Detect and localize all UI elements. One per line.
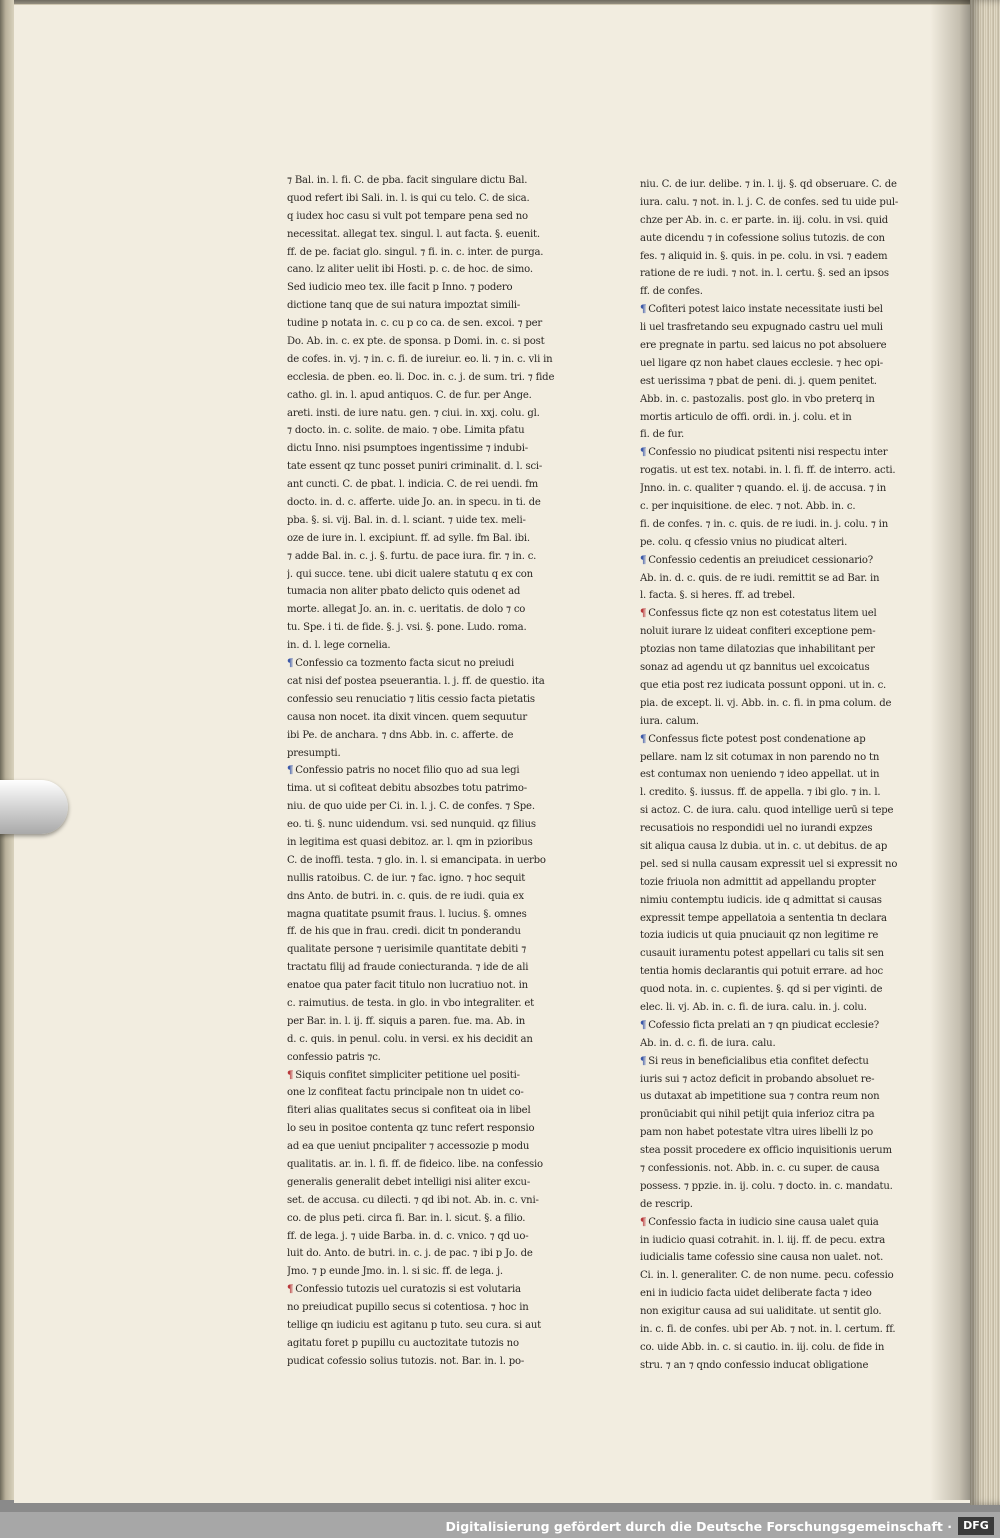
text-line: ant cuncti. C. de pbat. l. indicia. C. de rei uendi. fm xyxy=(287,479,539,491)
text-line: tate essent qz tunc posset puniri criminalit. d. l. sci- xyxy=(287,461,543,473)
text-line xyxy=(287,655,569,673)
text-line: l. credito. §. iussus. ff. de appella. ⁊ ibi glo. ⁊ in. l. xyxy=(640,787,881,799)
book-left-edge xyxy=(0,0,14,1500)
text-line: areti. insti. de iure natu. gen. ⁊ ciui. in. xxj. colu. gl. xyxy=(287,407,540,419)
text-line: magna quatitate psumit fraus. l. lucius. §. omnes xyxy=(287,908,527,920)
text-line: rogatis. ut est tex. notabi. in. l. fi. ff. de interro. acti. xyxy=(640,465,896,477)
text-line: recusatiois no respondidi uel no iurandi expzes xyxy=(640,823,873,835)
text-line: aute dicendu ⁊ in cofessione solius tutozis. de con xyxy=(640,232,885,244)
paragraph-mark-icon: ¶ xyxy=(640,447,647,459)
paragraph-mark-icon: ¶ xyxy=(287,658,294,670)
text-line: nimiu contemptu iudicis. ide q admittat si causas xyxy=(640,894,882,906)
page-clip xyxy=(0,780,68,834)
gutter-shadow xyxy=(930,0,972,1500)
text-line: agitatu foret p pupillu cu auctozitate tutozis no xyxy=(287,1337,519,1349)
text-column-right xyxy=(640,176,920,1375)
text-line-content: Si reus in beneficialibus etia confitet defectu xyxy=(648,1055,869,1067)
text-line: quod nota. in. c. cupientes. §. qd si per viginti. de xyxy=(640,984,883,996)
text-line: iuris sui ⁊ actoz deficit in probando absoluet re- xyxy=(640,1073,875,1085)
text-line: Do. Ab. in. c. ex pte. de sponsa. p Domi. in. c. si post xyxy=(287,336,545,348)
text-line: Ab. in. d. c. quis. de re iudi. remittit se ad Bar. in xyxy=(640,572,880,584)
text-line-content: Cofiteri potest laico instate necessitate iusti bel xyxy=(648,304,883,316)
text-line: iura. calu. ⁊ not. in. l. j. C. de confes. sed tu uide pul- xyxy=(640,196,899,208)
text-line: Abb. in. c. pastozalis. post glo. in vbo preterq in xyxy=(640,393,875,405)
text-line: possess. ⁊ ppzie. in. ij. colu. ⁊ docto. in. c. mandatu. xyxy=(640,1180,893,1192)
text-line: tima. ut si cofiteat debitu absozbes totu patrimo- xyxy=(287,783,527,795)
text-line: set. de accusa. cu dilecti. ⁊ qd ibi not. Ab. in. c. vni- xyxy=(287,1194,539,1206)
text-line: tozia iudicis ut quia pnuciauit qz non legitime re xyxy=(640,930,879,942)
text-line: in. d. l. lege cornelia. xyxy=(287,640,391,652)
text-line: us dutaxat ab impetitione sua ⁊ contra reum non xyxy=(640,1091,880,1103)
text-line: one lz confiteat factu principale non tn uidet co- xyxy=(287,1087,524,1099)
text-line: fiteri alias qualitates secus si confiteat oia in libel xyxy=(287,1105,531,1117)
text-line: c. raimutius. de testa. in glo. in vbo integraliter. et xyxy=(287,997,534,1009)
text-line: in iudicio quasi cotrahit. in. l. iij. ff. de pecu. extra xyxy=(640,1234,886,1246)
text-line: ff. de confes. xyxy=(640,286,703,298)
text-line: est uerissima ⁊ pbat de peni. di. j. quem penitet. xyxy=(640,375,877,387)
text-line: expressit tempe appellatoia a sententia tn declara xyxy=(640,912,887,924)
text-line xyxy=(287,1281,569,1299)
text-line: ratione de re iudi. ⁊ not. in. l. certu. §. sed an ipsos xyxy=(640,268,889,280)
text-line: cano. lz aliter uelit ibi Hosti. p. c. de hoc. de simo. xyxy=(287,264,533,276)
text-line: mortis articulo de offi. ordi. in. j. colu. et in xyxy=(640,411,852,423)
text-line: pronūciabit qui nihil petijt quia inferioz citra pa xyxy=(640,1109,875,1121)
text-line: fi. de fur. xyxy=(640,429,684,441)
text-line: generalis generalit debet intelligi nisi aliter excu- xyxy=(287,1176,531,1188)
text-line: sit aliqua causa lz dubia. ut in. c. ut debitus. de ap xyxy=(640,840,888,852)
text-line xyxy=(287,762,569,780)
text-line: in. c. fi. de confes. ubi per Ab. ⁊ not. in. l. certum. ff. xyxy=(640,1324,896,1335)
text-line: pam non habet potestate vltra uires libelli lz po xyxy=(640,1127,874,1139)
text-line: ecclesia. de pben. eo. li. Doc. in. c. j. de sum. tri. ⁊ fide xyxy=(287,371,555,383)
text-line: non exigitur causa ad sui ualiditate. ut sentit glo. xyxy=(640,1306,882,1318)
text-line: enatoe qua pater facit titulo non lucratiuo not. in xyxy=(287,980,528,992)
paragraph-mark-icon: ¶ xyxy=(640,554,647,566)
text-line-content: Confessus ficte potest post condenatione ap xyxy=(648,733,866,745)
text-line: lo seu in positoe contenta qz tunc refert responsio xyxy=(287,1123,535,1135)
text-line-content: Siquis confitet simpliciter petitione uel positi- xyxy=(295,1069,520,1081)
text-line: ⁊ docto. in. c. solite. de maio. ⁊ obe. Limita pfatu xyxy=(287,425,525,437)
text-line xyxy=(640,444,920,462)
text-line: tentia homis declarantis qui potuit errare. ad hoc xyxy=(640,966,883,978)
text-line: pel. sed si nulla causam expressit uel si expressit no xyxy=(640,858,898,870)
text-line xyxy=(640,301,920,319)
book-right-edge xyxy=(970,0,1000,1505)
text-line: eo. ti. §. nunc uidendum. vsi. sed nunquid. qz filius xyxy=(287,819,536,831)
text-line xyxy=(640,731,920,749)
text-line: uel ligare qz non habet claues ecclesie. ⁊ hec opi- xyxy=(640,357,883,369)
text-line: j. qui succe. tene. ubi dicit ualere statutu q ex con xyxy=(287,568,533,580)
text-line: de cofes. in. vj. ⁊ in. c. fi. de iureiur. eo. li. ⁊ in. c. vli in xyxy=(287,353,553,365)
text-line: pudicat cofessio solius tutozis. not. Bar. in. l. po- xyxy=(287,1355,525,1367)
paragraph-mark-icon: ¶ xyxy=(287,765,294,777)
text-line: c. per inquisitione. de elec. ⁊ not. Abb. in. c. xyxy=(640,501,856,513)
text-line: C. de inoffi. testa. ⁊ glo. in. l. si emancipata. in uerbo xyxy=(287,854,546,866)
text-line: est contumax non ueniendo ⁊ ideo appellat. ut in xyxy=(640,769,880,781)
text-line: ⁊ adde Bal. in. c. j. §. furtu. de pace iura. fir. ⁊ in. c. xyxy=(287,550,537,562)
text-line: li uel trasfretando seu expugnado castru uel muli xyxy=(640,322,883,334)
text-line: tudine p notata in. c. cu p co ca. de sen. excoi. ⁊ per xyxy=(287,318,543,330)
text-line: tractatu filij ad fraude coniecturanda. ⁊ ide de ali xyxy=(287,962,529,974)
text-line: per Bar. in. l. ij. ff. siquis a paren. fue. ma. Ab. in xyxy=(287,1015,526,1027)
text-line: docto. in. d. c. afferte. uide Jo. an. in specu. in ti. de xyxy=(287,497,541,509)
text-line: ff. de his que in frau. credi. dicit tn ponderandu xyxy=(287,926,521,938)
text-line: pia. de except. li. vj. Abb. in. c. fi. in pma colum. de xyxy=(640,697,892,709)
text-line: niu. C. de iur. delibe. ⁊ in. l. ij. §. qd obseruare. C. de xyxy=(640,179,897,190)
text-line: morte. allegat Jo. an. in. c. ueritatis. de dolo ⁊ co xyxy=(287,604,526,616)
text-line-content: Confessio patris no nocet filio quo ad sua legi xyxy=(295,765,520,777)
text-line: ibi Pe. de anchara. ⁊ dns Abb. in. c. afferte. de xyxy=(287,729,514,741)
text-line: ad ea que ueniut pncipaliter ⁊ accessozie p modu xyxy=(287,1141,530,1153)
text-line: Sed iudicio meo tex. ille facit p Inno. ⁊ podero xyxy=(287,282,513,294)
text-line: no preiudicat pupillo secus si cotentiosa. ⁊ hoc in xyxy=(287,1302,529,1314)
text-line: fes. ⁊ aliquid in. §. quis. in pe. colu. in vsi. ⁊ eadem xyxy=(640,250,888,262)
text-line: dns Anto. de butri. in. c. quis. de re iudi. quia ex xyxy=(287,890,524,902)
text-line: pe. colu. q cfessio vnius no piudicat alteri. xyxy=(640,536,848,548)
text-line xyxy=(640,605,920,623)
text-line: tozie friuola non admittit ad appellandu propter xyxy=(640,876,876,888)
text-line: que etia post rez iudicata possunt opponi. ut in. c. xyxy=(640,679,887,691)
text-line: ff. de pe. faciat glo. singul. ⁊ fi. in. c. inter. de purga. xyxy=(287,246,544,258)
text-line: Ci. in. l. generaliter. C. de non nume. pecu. cofessio xyxy=(640,1270,894,1282)
text-line: luit do. Anto. de butri. in. c. j. de pac. ⁊ ibi p Jo. de xyxy=(287,1248,533,1260)
text-line: confessio seu renuciatio ⁊ litis cessio facta pietatis xyxy=(287,693,535,705)
text-line: pba. §. si. vij. Bal. in. d. l. sciant. ⁊ uide tex. meli- xyxy=(287,514,526,526)
text-line: dictione tanq que de sui natura impoztat simili- xyxy=(287,300,521,312)
footer-bar xyxy=(0,1512,1000,1538)
text-line: iudicialis tame cofessio sine causa non ualet. not. xyxy=(640,1252,884,1264)
text-line-content: Cofessio ficta prelati an ⁊ qn piudicat ecclesie? xyxy=(648,1019,879,1031)
text-line: oze de iure in. l. excipiunt. ff. ad sylle. fm Bal. ibi. xyxy=(287,532,530,544)
text-line-content: Confessio facta in iudicio sine causa ualet quia xyxy=(648,1216,879,1228)
text-line: d. c. quis. in penul. colu. in versi. ex his decidit an xyxy=(287,1033,533,1045)
dfg-logo: DFG xyxy=(958,1517,994,1535)
text-line-content: Confessio no piudicat psitenti nisi respectu inter xyxy=(648,447,888,459)
text-line: ere pregnate in partu. sed laicus no pot absoluere xyxy=(640,340,887,352)
text-line xyxy=(640,1017,920,1035)
text-line: pellare. nam lz sit cotumax in non parendo no tn xyxy=(640,751,880,763)
text-line-content: Confessio cedentis an preiudicet cessionario? xyxy=(648,554,874,566)
text-line: qualitatis. ar. in. l. fi. ff. de fideico. libe. na confessio xyxy=(287,1158,543,1170)
text-line: Ab. in. d. c. fi. de iura. calu. xyxy=(640,1037,776,1049)
text-line: l. facta. §. si heres. ff. ad trebel. xyxy=(640,590,796,602)
text-line xyxy=(640,1053,920,1071)
paragraph-mark-icon: ¶ xyxy=(640,304,647,316)
text-line: fi. de confes. ⁊ in. c. quis. de re iudi. in. j. colu. ⁊ in xyxy=(640,518,889,530)
text-line: eni in iudicio facta uidet deliberate facta ⁊ ideo xyxy=(640,1288,872,1300)
text-line: causa non nocet. ita dixit vincen. quem sequutur xyxy=(287,711,528,723)
paragraph-mark-icon: ¶ xyxy=(287,1069,294,1081)
text-line-content: Confessio ca tozmento facta sicut no preiudi xyxy=(295,658,515,670)
text-line: noluit iurare lz uideat confiteri exceptione pem- xyxy=(640,626,876,638)
text-line: Jnno. in. c. qualiter ⁊ quando. el. ij. de accusa. ⁊ in xyxy=(640,483,886,495)
paragraph-mark-icon: ¶ xyxy=(640,733,647,745)
text-line: cat nisi def postea pseuerantia. l. j. ff. de questio. ita xyxy=(287,675,545,687)
text-line-content: Confessus ficte qz non est cotestatus litem uel xyxy=(648,608,877,620)
funding-credit: Digitalisierung gefördert durch die Deutsche Forschungsgemeinschaft · xyxy=(445,1519,952,1534)
paragraph-mark-icon: ¶ xyxy=(640,608,647,620)
text-line: sonaz ad agendu ut qz bannitus uel excoicatus xyxy=(640,662,870,674)
text-line-content: Confessio tutozis uel curatozis si est volutaria xyxy=(295,1284,521,1296)
text-line xyxy=(640,1214,920,1232)
text-line xyxy=(640,552,920,570)
text-line: elec. li. vj. Ab. in. c. fi. de iura. calu. in. j. colu. xyxy=(640,1001,867,1013)
text-column-left xyxy=(287,172,569,1371)
text-line: quod refert ibi Sali. in. l. is qui cu telo. C. de sica. xyxy=(287,192,530,204)
text-line: cusauit iuramentu potest appellari cu talis sit sen xyxy=(640,948,884,960)
text-line: necessitat. allegat tex. singul. l. aut facta. §. euenit. xyxy=(287,228,540,240)
text-line: ptozias non tame dilatozias que inhabilitant per xyxy=(640,644,875,656)
text-line: ⁊ confessionis. not. Abb. in. c. cu super. de causa xyxy=(640,1162,880,1174)
text-line: Jmo. ⁊ p eunde Jmo. in. l. si sic. ff. de lega. j. xyxy=(287,1266,503,1278)
paragraph-mark-icon: ¶ xyxy=(287,1284,294,1296)
text-line: nullis ratoibus. C. de iur. ⁊ fac. igno. ⁊ hoc sequit xyxy=(287,872,526,884)
text-line: qualitate persone ⁊ uerisimile quantitate debiti ⁊ xyxy=(287,944,527,956)
text-line: q iudex hoc casu si vult pot tempare pena sed no xyxy=(287,210,528,222)
text-line: in legitima est quasi debitoz. ar. l. qm in pzioribus xyxy=(287,836,533,848)
text-line: catho. gl. in. l. apud antiquos. C. de fur. per Ange. xyxy=(287,389,532,401)
text-line: co. uide Abb. in. c. si cautio. in. iij. colu. de fide in xyxy=(640,1341,885,1353)
text-line: de rescrip. xyxy=(640,1198,693,1210)
text-line xyxy=(287,1067,569,1085)
text-line: ⁊ Bal. in. l. fi. C. de pba. facit singulare dictu Bal. xyxy=(287,175,528,186)
paragraph-mark-icon: ¶ xyxy=(640,1019,647,1031)
text-line: si actoz. C. de iura. calu. quod intellige uerū si tepe xyxy=(640,805,894,817)
text-line: presumpti. xyxy=(287,747,341,759)
text-line: co. de plus peti. circa fi. Bar. in. l. sicut. §. a filio. xyxy=(287,1212,526,1224)
text-line: confessio patris ⁊c. xyxy=(287,1051,381,1063)
text-line: dictu Inno. nisi psumptoes ingentissime ⁊ indubi- xyxy=(287,443,528,455)
text-line: niu. de quo uide per Ci. in. l. j. C. de confes. ⁊ Spe. xyxy=(287,801,535,813)
paragraph-mark-icon: ¶ xyxy=(640,1216,647,1228)
paragraph-mark-icon: ¶ xyxy=(640,1055,647,1067)
text-line: stea possit procedere ex officio inquisitionis uerum xyxy=(640,1145,892,1157)
text-line: tu. Spe. i ti. de fide. §. j. vsi. §. pone. Ludo. roma. xyxy=(287,622,527,634)
text-line: tellige qn iudiciu est agitanu p tuto. seu cura. si aut xyxy=(287,1320,542,1331)
text-line: stru. ⁊ an ⁊ qndo confessio inducat obligatione xyxy=(640,1359,869,1371)
text-line: iura. calum. xyxy=(640,715,699,727)
text-line: tumacia non aliter pbato delicto quis odenet ad xyxy=(287,586,521,598)
text-line: ff. de lega. j. ⁊ uide Barba. in. d. c. vnico. ⁊ qd uo- xyxy=(287,1230,529,1242)
text-line: chze per Ab. in. c. er parte. in. iij. colu. in vsi. quid xyxy=(640,214,889,226)
